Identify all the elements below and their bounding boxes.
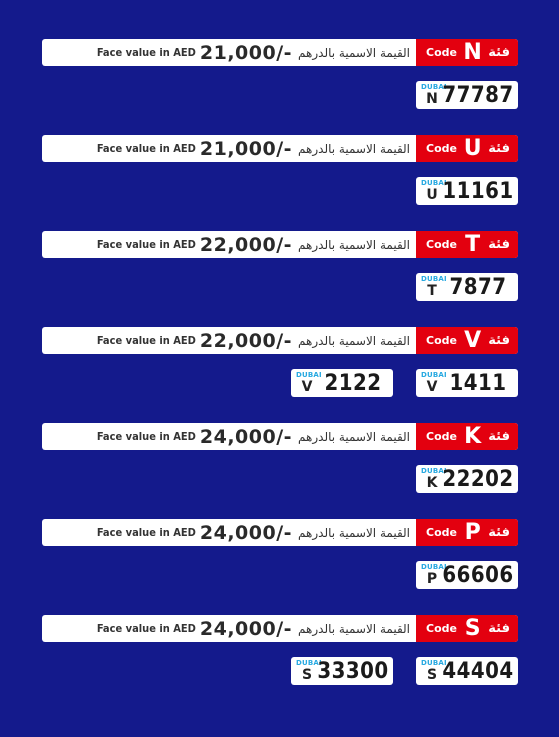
number-plate[interactable]: [291, 657, 393, 685]
dubai-logo-icon: DUBAI: [421, 275, 447, 283]
code-en-label: Code: [426, 334, 457, 347]
code-box: [416, 519, 518, 546]
face-value-en-label: Face value in AED: [96, 430, 196, 443]
face-value-amount: 24,000/-: [199, 617, 293, 640]
face-value-ar-label: القيمة الاسمية بالدرهم: [298, 429, 410, 444]
face-value-ar-label: القيمة الاسمية بالدرهم: [298, 525, 410, 540]
code-ar-label: فئة: [488, 237, 510, 252]
face-value: [42, 519, 416, 546]
plate-code-letter: K: [426, 475, 438, 491]
code-letter: S: [464, 616, 481, 641]
number-plate[interactable]: [416, 561, 518, 589]
code-ar-label: فئة: [488, 333, 510, 348]
face-value: [42, 615, 416, 642]
face-value-ar-label: القيمة الاسمية بالدرهم: [298, 141, 410, 156]
code-letter: T: [465, 232, 481, 257]
plate-number: 2122: [324, 370, 382, 396]
face-value-ar-label: القيمة الاسمية بالدرهم: [298, 621, 410, 636]
code-box: [416, 327, 518, 354]
plate-number: 7877: [449, 274, 507, 300]
face-value-en-label: Face value in AED: [96, 46, 196, 59]
code-box: [416, 615, 518, 642]
code-letter: P: [464, 520, 481, 545]
face-value-bar: [42, 231, 518, 258]
plate-number: 33300: [317, 658, 389, 684]
plate-number: 1411: [449, 370, 507, 396]
face-value-bar: [42, 519, 518, 546]
face-value: [42, 39, 416, 66]
face-value: [42, 135, 416, 162]
plate-number: 22202: [442, 466, 514, 492]
dubai-logo-icon: DUBAI: [296, 371, 322, 379]
face-value-amount: 21,000/-: [199, 137, 293, 160]
number-plate[interactable]: [416, 273, 518, 301]
code-ar-label: فئة: [488, 429, 510, 444]
code-ar-label: فئة: [488, 141, 510, 156]
face-value-bar: [42, 135, 518, 162]
face-value-en-label: Face value in AED: [96, 622, 196, 635]
code-letter: U: [463, 136, 482, 161]
code-ar-label: فئة: [488, 621, 510, 636]
face-value-en-label: Face value in AED: [96, 526, 196, 539]
face-value-en-label: Face value in AED: [96, 334, 196, 347]
face-value: [42, 327, 416, 354]
number-plate[interactable]: [416, 177, 518, 205]
code-ar-label: فئة: [488, 525, 510, 540]
face-value-amount: 22,000/-: [199, 329, 293, 352]
plate-number: 11161: [442, 178, 514, 204]
plate-number: 44404: [442, 658, 514, 684]
number-plate[interactable]: [416, 81, 518, 109]
code-ar-label: فئة: [488, 45, 510, 60]
code-en-label: Code: [426, 46, 457, 59]
plate-number: 66606: [442, 562, 514, 588]
face-value-amount: 21,000/-: [199, 41, 293, 64]
face-value-bar: [42, 327, 518, 354]
face-value-ar-label: القيمة الاسمية بالدرهم: [298, 333, 410, 348]
code-en-label: Code: [426, 142, 457, 155]
plate-code-letter: S: [301, 667, 313, 683]
number-plate[interactable]: [291, 369, 393, 397]
code-box: [416, 423, 518, 450]
plate-number: 77787: [442, 82, 514, 108]
face-value-amount: 24,000/-: [199, 425, 293, 448]
dubai-logo-icon: DUBAI: [421, 467, 447, 475]
code-box: [416, 135, 518, 162]
face-value-bar: [42, 39, 518, 66]
code-en-label: Code: [426, 622, 457, 635]
dubai-logo-icon: DUBAI: [421, 371, 447, 379]
number-plate[interactable]: [416, 657, 518, 685]
code-letter: N: [463, 40, 482, 65]
plate-code-letter: P: [426, 571, 438, 587]
dubai-logo-icon: DUBAI: [421, 83, 447, 91]
dubai-logo-icon: DUBAI: [296, 659, 322, 667]
face-value-en-label: Face value in AED: [96, 238, 196, 251]
plate-code-letter: S: [426, 667, 438, 683]
code-box: [416, 231, 518, 258]
code-letter: K: [464, 424, 482, 449]
plate-code-letter: N: [426, 91, 438, 107]
plate-code-letter: U: [426, 187, 438, 203]
plate-code-letter: V: [426, 379, 438, 395]
number-plate[interactable]: [416, 369, 518, 397]
dubai-logo-icon: DUBAI: [421, 563, 447, 571]
code-en-label: Code: [426, 526, 457, 539]
face-value: [42, 423, 416, 450]
face-value-amount: 24,000/-: [199, 521, 293, 544]
plate-code-letter: V: [301, 379, 313, 395]
dubai-logo-icon: DUBAI: [421, 179, 447, 187]
plate-code-letter: T: [427, 283, 437, 299]
code-box: [416, 39, 518, 66]
face-value-amount: 22,000/-: [199, 233, 293, 256]
face-value: [42, 231, 416, 258]
number-plate[interactable]: [416, 465, 518, 493]
face-value-bar: [42, 423, 518, 450]
face-value-ar-label: القيمة الاسمية بالدرهم: [298, 45, 410, 60]
dubai-logo-icon: DUBAI: [421, 659, 447, 667]
code-en-label: Code: [426, 430, 457, 443]
face-value-ar-label: القيمة الاسمية بالدرهم: [298, 237, 410, 252]
face-value-bar: [42, 615, 518, 642]
code-en-label: Code: [426, 238, 457, 251]
face-value-en-label: Face value in AED: [96, 142, 196, 155]
code-letter: V: [464, 328, 482, 353]
